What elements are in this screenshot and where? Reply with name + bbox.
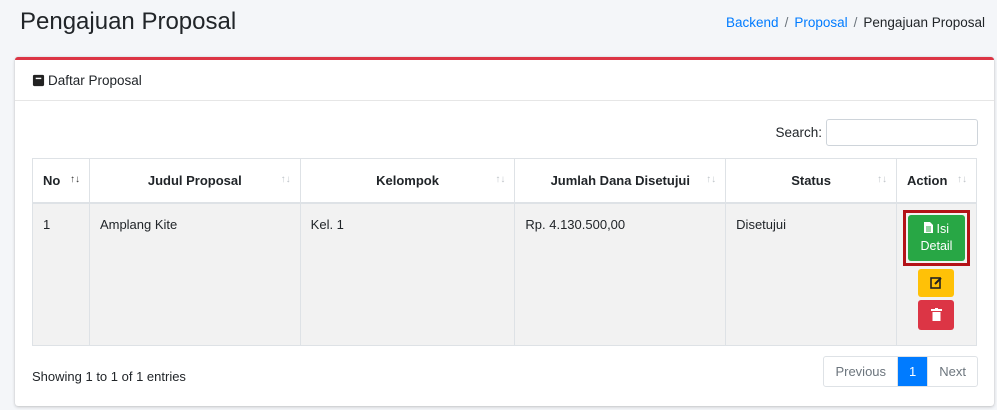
sort-icon: ↑↓: [495, 174, 506, 185]
search-bar: [775, 119, 978, 146]
breadcrumb-separator: /: [784, 15, 789, 30]
sort-icon: ↑↓: [876, 174, 887, 185]
detail-label: Detail: [920, 238, 953, 253]
column-no[interactable]: No ↑↓: [33, 159, 90, 203]
column-status[interactable]: Status ↑↓: [726, 159, 897, 203]
page-1-button[interactable]: 1: [898, 357, 928, 386]
pagination: [823, 356, 978, 387]
proposal-card: [15, 57, 994, 406]
detail-button[interactable]: [908, 215, 965, 261]
cell-actions: [896, 203, 976, 346]
book-icon: [32, 74, 45, 87]
delete-button[interactable]: [918, 300, 954, 330]
cell-no: 1: [33, 203, 90, 346]
table-row: [33, 203, 977, 346]
trash-icon: [931, 308, 942, 321]
detail-label: Isi: [936, 221, 949, 236]
table-info: Showing 1 to 1 of 1 entries: [32, 369, 186, 384]
breadcrumb-current: Pengajuan Proposal: [863, 15, 985, 30]
page-title: Pengajuan Proposal: [20, 8, 237, 35]
breadcrumb-separator: /: [853, 15, 858, 30]
column-judul[interactable]: Judul Proposal ↑↓: [89, 159, 300, 203]
breadcrumb-proposal[interactable]: Proposal: [794, 15, 848, 30]
previous-button[interactable]: Previous: [824, 357, 898, 386]
detail-highlight: [903, 210, 970, 266]
sort-icon: ↑↓: [957, 174, 967, 185]
breadcrumb-backend[interactable]: Backend: [726, 15, 779, 30]
card-header: [15, 60, 994, 101]
sort-icon: ↑↓: [69, 174, 80, 185]
file-icon: [924, 222, 933, 233]
card-title: Daftar Proposal: [48, 72, 142, 88]
column-kelompok[interactable]: Kelompok ↑↓: [300, 159, 515, 203]
search-input[interactable]: [826, 119, 978, 146]
sort-icon: ↑↓: [280, 174, 291, 185]
cell-judul: Amplang Kite: [89, 203, 300, 346]
cell-status: Disetujui: [726, 203, 897, 346]
breadcrumb: [726, 15, 985, 30]
cell-dana: Rp. 4.130.500,00: [515, 203, 726, 346]
sort-icon: ↑↓: [706, 174, 717, 185]
table-header-row: [33, 159, 977, 203]
edit-icon: [930, 276, 943, 289]
column-dana[interactable]: Jumlah Dana Disetujui ↑↓: [515, 159, 726, 203]
edit-button[interactable]: [918, 269, 954, 297]
search-label: Search:: [775, 125, 822, 140]
next-button[interactable]: Next: [939, 364, 966, 379]
column-action[interactable]: Action ↑↓: [896, 159, 976, 203]
proposal-table: [32, 158, 977, 346]
cell-kelompok: Kel. 1: [300, 203, 515, 346]
